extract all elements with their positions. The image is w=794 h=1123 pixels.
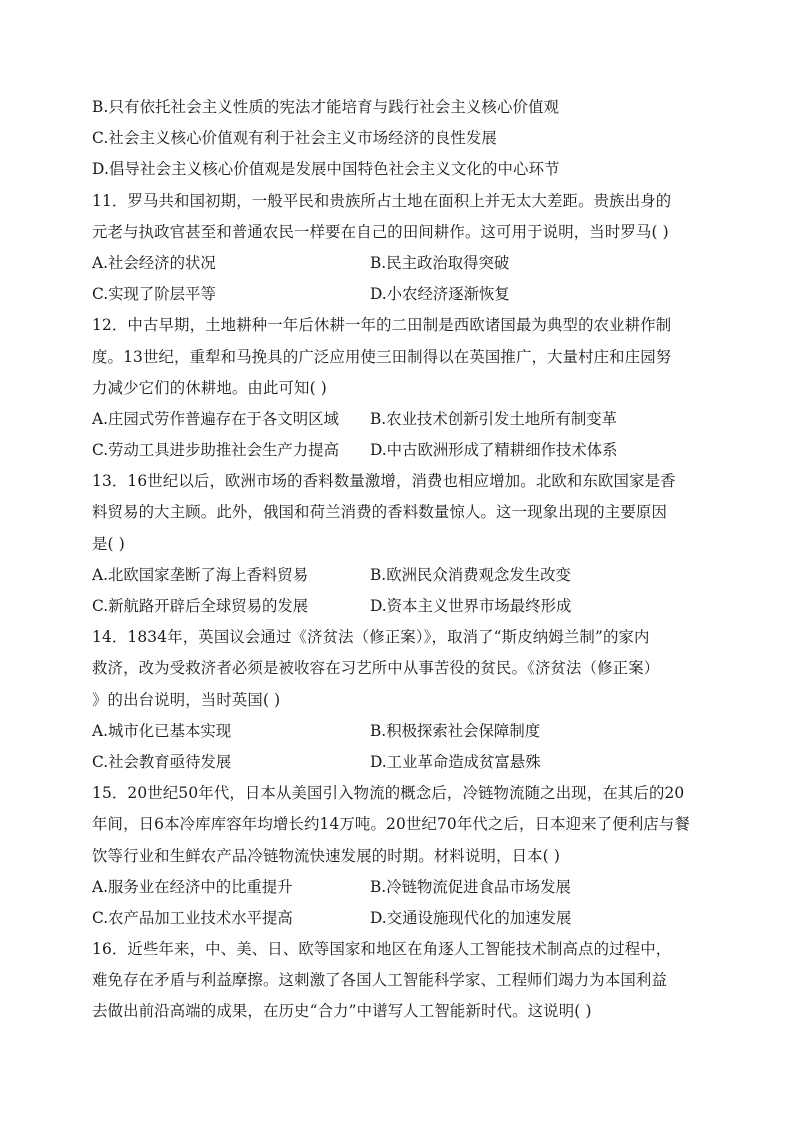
option-row xyxy=(92,872,704,903)
option-a: A.城市化已基本实现 xyxy=(92,721,232,740)
question-16 xyxy=(92,934,704,1028)
question-15 xyxy=(92,778,704,934)
option-a: A.北欧国家垄断了海上香料贸易 xyxy=(92,565,309,584)
option-b: B.欧洲民众消费观念发生改变 xyxy=(370,565,571,584)
exam-page xyxy=(92,92,704,1028)
question-text: 是( ) xyxy=(92,534,125,553)
question-text: 力减少它们的休耕地。由此可知( ) xyxy=(92,378,327,397)
option-d: D.工业革命造成贫富悬殊 xyxy=(370,752,541,771)
option-c: C.社会教育亟待发展 xyxy=(92,752,232,771)
question-text: 难免存在矛盾与利益摩擦。这刺激了各国人工智能科学家、工程师们竭力为本国利益 xyxy=(92,971,668,990)
option-row xyxy=(92,560,704,591)
question-text: 13．16世纪以后，欧洲市场的香料数量激增，消费也相应增加。北欧和东欧国家是香 xyxy=(92,472,676,491)
question-text: 救济，改为受救济者必须是被收容在习艺所中从事苦役的贫民。《济贫法（修正案） xyxy=(92,659,660,678)
option-a: A.社会经济的状况 xyxy=(92,253,216,272)
question-14 xyxy=(92,622,704,778)
question-text: 去做出前沿高端的成果，在历史“合力”中谱写人工智能新时代。这说明( ) xyxy=(92,1002,592,1021)
option-row xyxy=(92,716,704,747)
option-b: B.冷链物流促进食品市场发展 xyxy=(370,877,571,896)
question-text: 料贸易的大主顾。此外，俄国和荷兰消费的香料数量惊人。这一现象出现的主要原因 xyxy=(92,503,668,522)
option-row xyxy=(92,435,704,466)
option-d: D.倡导社会主义核心价值观是发展中国特色社会主义文化的中心环节 xyxy=(92,160,560,179)
question-text: 元老与执政官甚至和普通农民一样要在自己的田间耕作。这可用于说明，当时罗马( ) xyxy=(92,222,669,241)
question-text: 》的出台说明，当时英国( ) xyxy=(92,690,281,709)
previous-question-options xyxy=(92,92,704,186)
option-row xyxy=(92,404,704,435)
option-row xyxy=(92,591,704,622)
question-text: 15．20世纪50年代，日本从美国引入物流的概念后，冷链物流随之出现，在其后的20 xyxy=(92,784,685,803)
question-text: 年间，日6本冷库库容年均增长约14万吨。20世纪70年代之后，日本迎来了便利店与餐 xyxy=(92,815,690,834)
option-c: C.实现了阶层平等 xyxy=(92,285,216,304)
option-b: B.只有依托社会主义性质的宪法才能培育与践行社会主义核心价值观 xyxy=(92,98,560,116)
question-text: 饮等行业和生鲜农产品冷链物流快速发展的时期。材料说明，日本( ) xyxy=(92,846,561,865)
question-11 xyxy=(92,186,704,311)
option-a: A.庄园式劳作普遍存在于各文明区域 xyxy=(92,409,339,428)
question-13 xyxy=(92,466,704,622)
question-12 xyxy=(92,310,704,466)
question-text: 11．罗马共和国初期，一般平民和贵族所占土地在面积上并无太大差距。贵族出身的 xyxy=(92,191,672,210)
option-d: D.交通设施现代化的加速发展 xyxy=(370,908,572,927)
option-d: D.资本主义世界市场最终形成 xyxy=(370,597,572,615)
question-text: 12．中古早期，土地耕种一年后休耕一年的二田制是西欧诸国最为典型的农业耕作制 xyxy=(92,316,672,335)
option-row xyxy=(92,279,704,310)
option-c: C.新航路开辟后全球贸易的发展 xyxy=(92,597,309,615)
option-c: C.劳动工具进步助推社会生产力提高 xyxy=(92,441,339,460)
option-b: B.民主政治取得突破 xyxy=(370,253,510,272)
question-text: 16．近些年来，中、美、日、欧等国家和地区在角逐人工智能技术制高点的过程中， xyxy=(92,940,672,959)
option-row xyxy=(92,903,704,934)
question-text: 14．1834年，英国议会通过《济贫法（修正案）》，取消了“斯皮纳姆兰制”的家内 xyxy=(92,628,650,647)
option-a: A.服务业在经济中的比重提升 xyxy=(92,877,293,896)
option-c: C.农产品加工业技术水平提高 xyxy=(92,908,293,927)
question-text: 度。13世纪，重犁和马挽具的广泛应用使三田制得以在英国推广，大量村庄和庄园努 xyxy=(92,347,672,366)
option-d: D.小农经济逐渐恢复 xyxy=(370,285,510,304)
option-row xyxy=(92,248,704,279)
option-d: D.中古欧洲形成了精耕细作技术体系 xyxy=(370,441,618,460)
option-b: B.积极探索社会保障制度 xyxy=(370,721,541,740)
option-row xyxy=(92,747,704,778)
option-b: B.农业技术创新引发土地所有制变革 xyxy=(370,409,618,428)
option-c: C.社会主义核心价值观有利于社会主义市场经济的良性发展 xyxy=(92,129,497,148)
